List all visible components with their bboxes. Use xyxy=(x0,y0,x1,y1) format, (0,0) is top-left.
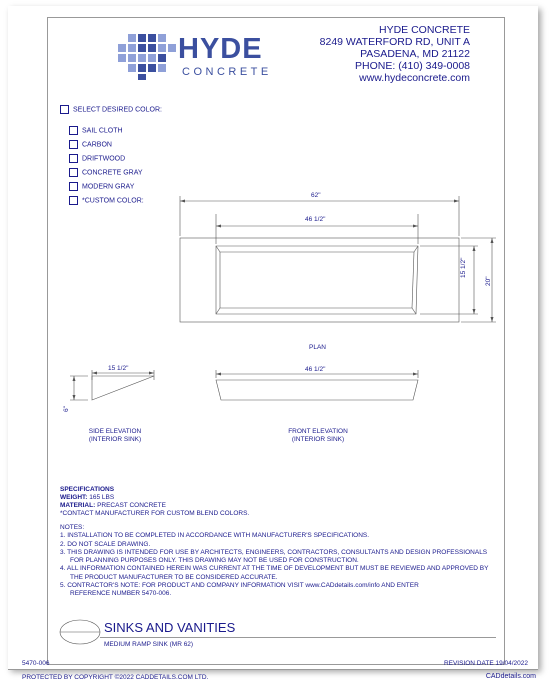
color-option-label: DRIFTWOOD xyxy=(82,155,126,163)
company-address-line2: PASADENA, MD 21122 xyxy=(360,48,470,60)
side-elevation-subtitle: (INTERIOR SINK) xyxy=(88,436,142,443)
company-name: HYDE CONCRETE xyxy=(378,24,470,36)
side-elevation-label xyxy=(80,428,150,444)
weight-label: WEIGHT: xyxy=(60,494,88,501)
specs-material xyxy=(60,502,500,510)
color-heading: SELECT DESIRED COLOR: xyxy=(73,106,162,114)
front-elevation-subtitle: (INTERIOR SINK) xyxy=(291,436,345,443)
dim-side-height: 6" xyxy=(63,406,70,412)
specs-weight xyxy=(60,494,500,502)
dim-overall-width: 20" xyxy=(485,276,492,286)
side-elevation-outline xyxy=(92,376,154,400)
dim-front-length: 46 1/2" xyxy=(305,366,326,373)
note-line: 2. DO NOT SCALE DRAWING. xyxy=(60,540,151,548)
logo-wordmark: HYDE xyxy=(178,33,263,65)
note-line: 3. THIS DRAWING IS INTENDED FOR USE BY ARCHITECTS, ENGINEERS, CONTRACTORS, CONSULTANTS AND DESIGN PROFESSIONALS xyxy=(60,548,488,556)
note-line: FOR PLANNING PURPOSES ONLY. THIS DRAWING MAY NOT BE USED FOR CONSTRUCTION. xyxy=(70,557,359,565)
copyright-notice: PROTECTED BY COPYRIGHT ©2022 CADDETAILS.COM LTD. xyxy=(22,674,209,681)
front-elevation-title: FRONT ELEVATION xyxy=(288,428,348,435)
weight-value: 165 LBS xyxy=(87,494,115,501)
company-phone: PHONE: (410) 349-0008 xyxy=(355,60,470,72)
sheet-number: 5470-006 xyxy=(22,660,50,667)
front-elevation-outline xyxy=(216,380,418,400)
side-elevation-title: SIDE ELEVATION xyxy=(88,428,142,435)
plan-basin-outline xyxy=(216,246,418,314)
note-line: THE PRODUCT MANUFACTURER TO BE CONSIDERED ACCURATE. xyxy=(70,573,278,581)
color-option-label: MODERN GRAY xyxy=(82,183,135,191)
company-address-line1: 8249 WATERFORD RD, UNIT A xyxy=(319,36,470,48)
front-elevation-label xyxy=(278,428,358,444)
dim-side-depth: 15 1/2" xyxy=(108,365,129,372)
dim-overall-length: 62" xyxy=(311,192,321,199)
material-value: PRECAST CONCRETE xyxy=(95,502,166,509)
specs-heading: SPECIFICATIONS xyxy=(60,486,115,493)
logo-subtitle: CONCRETE xyxy=(182,66,272,78)
material-label: MATERIAL: xyxy=(60,502,96,509)
drawing-subtitle: MEDIUM RAMP SINK (MR 62) xyxy=(104,641,194,648)
footer-divider xyxy=(8,669,538,670)
drawing-title: SINKS AND VANITIES xyxy=(104,620,236,635)
color-option-label: SAIL CLOTH xyxy=(82,127,123,135)
revision-date: REVISION DATE 19/04/2022 xyxy=(443,660,528,667)
specifications xyxy=(60,486,500,518)
note-line: 5. CONTRACTOR'S NOTE: FOR PRODUCT AND COMPANY INFORMATION VISIT www.CADdetails.com/info AND ENTER xyxy=(60,582,419,590)
notes-heading: NOTES: xyxy=(60,524,85,531)
title-block-divider xyxy=(100,637,496,638)
dim-basin-length-plan: 46 1/2" xyxy=(305,216,326,223)
color-option-label: CONCRETE GRAY xyxy=(82,169,143,177)
color-option-label: *CUSTOM COLOR: xyxy=(82,197,144,205)
note-line: 1. INSTALLATION TO BE COMPLETED IN ACCORDANCE WITH MANUFACTURER'S SPECIFICATIONS. xyxy=(60,532,370,540)
notes xyxy=(60,524,500,599)
specs-contact: *CONTACT MANUFACTURER FOR CUSTOM BLEND COLORS. xyxy=(60,510,250,517)
note-line: 4. ALL INFORMATION CONTAINED HEREIN WAS CURRENT AT THE TIME OF DEVELOPMENT BUT MUST BE REVIEWED AND APPROVED BY xyxy=(60,565,489,573)
company-website[interactable]: www.hydeconcrete.com xyxy=(359,72,470,84)
dim-basin-width-plan: 15 1/2" xyxy=(460,257,467,278)
plan-label: PLAN xyxy=(309,344,326,351)
caddetails-link[interactable]: CADdetails.com xyxy=(485,673,536,680)
note-line: REFERENCE NUMBER 5470-006. xyxy=(70,590,172,598)
color-option-label: CARBON xyxy=(82,141,112,149)
